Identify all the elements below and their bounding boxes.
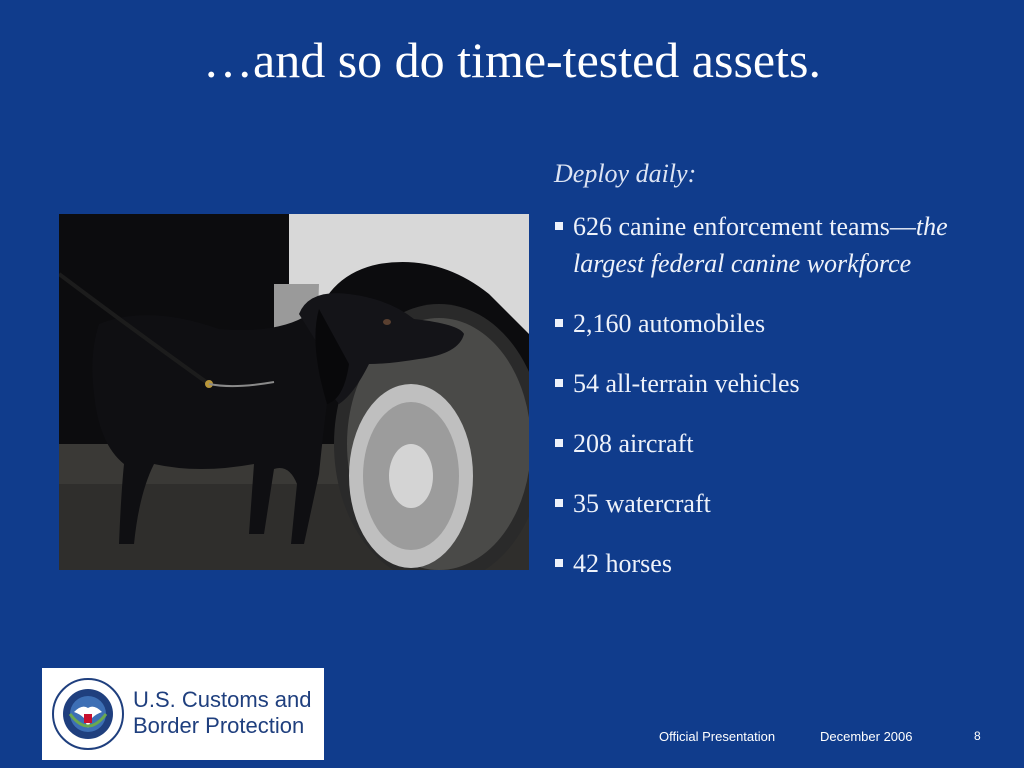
list-item-text: 208 aircraft (573, 429, 694, 458)
cbp-logo (42, 668, 324, 760)
organization-name (133, 687, 312, 739)
dog-and-truck-illustration (59, 214, 529, 570)
asset-list (554, 208, 984, 582)
square-bullet-icon (555, 439, 563, 447)
slide-title: …and so do time-tested assets. (203, 32, 821, 88)
list-item-text: 42 horses (573, 549, 672, 578)
canine-photo (59, 214, 529, 570)
list-item (554, 208, 984, 282)
square-bullet-icon (555, 379, 563, 387)
list-item (554, 365, 984, 402)
list-item-emphasis: the largest federal canine workforce (573, 212, 948, 278)
footer-date: December 2006 (820, 729, 913, 744)
footer-label: Official Presentation (659, 729, 776, 744)
list-item (554, 425, 984, 462)
dhs-seal-icon (52, 678, 124, 750)
square-bullet-icon (555, 222, 563, 230)
list-item (554, 305, 984, 342)
org-name-line2: Border Protection (133, 713, 305, 738)
square-bullet-icon (555, 319, 563, 327)
list-item-text: 54 all-terrain vehicles (573, 369, 800, 398)
square-bullet-icon (555, 499, 563, 507)
list-item (554, 485, 984, 522)
square-bullet-icon (555, 559, 563, 567)
list-item-text: 35 watercraft (573, 489, 711, 518)
page-number: 8 (974, 729, 981, 743)
list-item (554, 545, 984, 582)
lead-text: Deploy daily: (554, 159, 697, 188)
list-item-text: 626 canine enforcement teams— (573, 212, 916, 241)
list-item-text: 2,160 automobiles (573, 309, 766, 338)
org-name-line1: U.S. Customs and (133, 687, 312, 712)
content-area (554, 155, 984, 605)
